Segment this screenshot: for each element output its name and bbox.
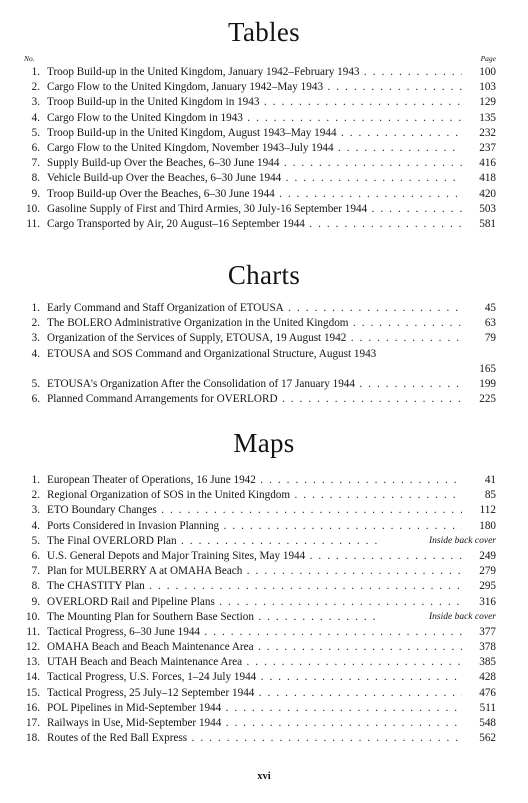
entry-page: 476 (479, 686, 496, 699)
map-entry[interactable] (22, 640, 496, 655)
chart-entry[interactable] (22, 377, 496, 392)
entry-title: Cargo Flow to the United Kingdom in 1943 . . . (47, 111, 462, 126)
map-entry[interactable] (22, 701, 496, 716)
table-entry[interactable] (22, 80, 496, 95)
entry-number: 6. (31, 392, 40, 405)
entry-number: 10. (26, 202, 40, 215)
table-entry[interactable] (22, 65, 496, 80)
entry-number: 8. (31, 172, 40, 185)
entry-number: 4. (31, 519, 40, 532)
entry-number: 6. (31, 549, 40, 562)
map-entry[interactable] (22, 670, 496, 685)
tables-list (22, 65, 496, 232)
entry-number: 4. (31, 347, 40, 360)
entry-page: 112 (479, 504, 496, 517)
entry-title: Cargo Flow to the United Kingdom, January 1942–May 1943 . . . (47, 80, 462, 95)
table-entry[interactable] (22, 187, 496, 202)
entry-title: Cargo Transported by Air, 20 August–16 September 1944 . . . (47, 217, 462, 232)
entry-title: ETO Boundary Changes . . . (47, 503, 462, 518)
entry-number: 8. (31, 580, 40, 593)
entry-title: ETOUSA and SOS Command and Organizational Structure, August 1943 (47, 347, 377, 360)
entry-title: Troop Build-up in the United Kingdom, January 1942–February 1943 . . . (47, 65, 462, 80)
entry-number: 3. (31, 504, 40, 517)
entry-page: 581 (479, 217, 496, 230)
map-entry[interactable] (22, 655, 496, 670)
map-entry[interactable] (22, 625, 496, 640)
entry-page: 41 (484, 474, 496, 486)
table-entry[interactable] (22, 202, 496, 217)
entry-title: Regional Organization of SOS in the United Kingdom . . . (47, 488, 462, 503)
entry-page: 503 (479, 202, 496, 215)
entry-page: 378 (479, 641, 496, 654)
entry-title: The BOLERO Administrative Organization in the United Kingdom . . . (47, 316, 462, 331)
entry-number: 1. (31, 474, 40, 486)
chart-entry[interactable] (22, 331, 496, 346)
table-entry[interactable] (22, 171, 496, 186)
entry-number: 4. (31, 111, 40, 124)
entry-page: 135 (479, 111, 496, 124)
entry-number: 3. (31, 332, 40, 345)
entry-number: 10. (26, 610, 40, 623)
entry-number: 11. (26, 217, 40, 230)
entry-number: 7. (31, 565, 40, 578)
entry-title: The CHASTITY Plan . . . (47, 579, 462, 594)
map-entry[interactable] (22, 716, 496, 731)
entry-page: 316 (479, 595, 496, 608)
entry-number: 5. (31, 534, 40, 547)
map-entry[interactable] (22, 503, 496, 518)
entry-number: 1. (31, 66, 40, 78)
column-header-page: Page (480, 54, 496, 63)
entry-title: Tactical Progress, U.S. Forces, 1–24 July 1944 . . . (47, 670, 462, 685)
entry-page: Inside back cover (429, 535, 496, 546)
entry-number: 2. (31, 317, 40, 330)
entry-title: European Theater of Operations, 16 June 1942 . . . (47, 473, 462, 488)
entry-page: 416 (479, 157, 496, 170)
page-number: xvi (257, 771, 271, 782)
entry-number: 14. (26, 671, 40, 684)
entry-title: Plan for MULBERRY A at OMAHA Beach . . . (47, 564, 462, 579)
entry-title: Troop Build-up in the United Kingdom in 1943 . . . (47, 95, 462, 110)
entry-number: 15. (26, 686, 40, 699)
map-entry[interactable] (22, 595, 496, 610)
entry-number: 16. (26, 701, 40, 714)
entry-page: 85 (484, 489, 496, 502)
entry-title: Tactical Progress, 25 July–12 September 1944 . . . (47, 686, 462, 701)
entry-page: 428 (479, 671, 496, 684)
entry-title: ETOUSA's Organization After the Consolidation of 17 January 1944 . . . (47, 377, 462, 392)
entry-title: Organization of the Services of Supply, ETOUSA, 19 August 1942 . . . (47, 331, 462, 346)
maps-heading: Maps (233, 428, 295, 458)
entry-title: Railways in Use, Mid-September 1944 . . . (47, 716, 462, 731)
entry-number: 17. (26, 717, 40, 729)
entry-number: 2. (31, 489, 40, 502)
entry-page: 237 (479, 141, 496, 154)
entry-number: 5. (31, 126, 40, 139)
entry-number: 2. (31, 81, 40, 94)
table-entry[interactable] (22, 156, 496, 171)
table-entry[interactable] (22, 95, 496, 110)
maps-list (22, 473, 496, 746)
entry-title: Troop Build-up Over the Beaches, 6–30 June 1944 . . . (47, 187, 462, 202)
entry-title: Cargo Flow to the United Kingdom, November 1943–July 1944 . . . (47, 141, 462, 156)
entry-page: 295 (479, 580, 496, 593)
map-entry[interactable] (22, 564, 496, 579)
entry-number: 1. (31, 302, 40, 314)
entry-page: 199 (479, 377, 496, 390)
entry-page: 100 (479, 66, 496, 78)
entry-number: 3. (31, 96, 40, 109)
entry-title: The Final OVERLORD Plan . . . (47, 534, 380, 549)
entry-title: Tactical Progress, 6–30 June 1944 . . . (47, 625, 462, 640)
entry-page: 225 (479, 392, 496, 405)
table-entry[interactable] (22, 141, 496, 156)
entry-page: 45 (484, 302, 496, 314)
map-entry[interactable] (22, 731, 496, 746)
entry-number: 5. (31, 377, 40, 390)
entry-number: 12. (26, 641, 40, 654)
entry-page: 548 (479, 717, 496, 729)
entry-number: 11. (26, 625, 40, 638)
entry-title: Planned Command Arrangements for OVERLORD . . . (47, 392, 462, 407)
entry-page: 249 (479, 549, 496, 562)
entry-page: 279 (479, 565, 496, 578)
entry-title: Ports Considered in Invasion Planning . . . (47, 519, 462, 534)
table-entry[interactable] (22, 126, 496, 141)
entry-page: 418 (479, 172, 496, 185)
charts-list (22, 301, 496, 407)
entry-title: Supply Build-up Over the Beaches, 6–30 June 1944 . . . (47, 156, 462, 171)
entry-title: POL Pipelines in Mid-September 1944 . . . (47, 701, 462, 716)
entry-title: Routes of the Red Ball Express . . . (47, 731, 462, 746)
entry-number: 13. (26, 656, 40, 669)
tables-heading: Tables (228, 17, 300, 47)
entry-page: 377 (479, 625, 496, 638)
map-entry[interactable] (22, 488, 496, 503)
entry-title: Gasoline Supply of First and Third Armies, 30 July-16 September 1944 . . . (47, 202, 462, 217)
entry-page: 165 (479, 362, 496, 375)
entry-number: 7. (31, 157, 40, 170)
map-entry[interactable] (22, 610, 496, 625)
entry-title: Troop Build-up in the United Kingdom, August 1943–May 1944 . . . (47, 126, 462, 141)
chart-entry[interactable] (22, 392, 496, 407)
map-entry[interactable] (22, 534, 496, 549)
entry-page: 562 (479, 732, 496, 745)
entry-page: 63 (484, 317, 496, 330)
entry-page: 129 (479, 96, 496, 109)
chart-entry[interactable] (22, 347, 496, 377)
entry-title: U.S. General Depots and Major Training Sites, May 1944 . . . (47, 549, 462, 564)
entry-page: 232 (479, 126, 496, 139)
map-entry[interactable] (22, 473, 496, 488)
entry-number: 9. (31, 595, 40, 608)
map-entry[interactable] (22, 579, 496, 594)
entry-title: OVERLORD Rail and Pipeline Plans . . . (47, 595, 462, 610)
chart-entry[interactable] (22, 316, 496, 331)
entry-page: 511 (479, 701, 496, 714)
column-header-no: No. (24, 54, 35, 63)
entry-page: 79 (484, 332, 496, 345)
entry-number: 18. (26, 732, 40, 745)
map-entry[interactable] (22, 549, 496, 564)
entry-number: 9. (31, 187, 40, 200)
entry-title: OMAHA Beach and Beach Maintenance Area . . . (47, 640, 462, 655)
charts-heading: Charts (227, 260, 301, 290)
map-entry[interactable] (22, 686, 496, 701)
entry-title: UTAH Beach and Beach Maintenance Area . . . (47, 655, 462, 670)
entry-title: The Mounting Plan for Southern Base Section . . . (47, 610, 380, 625)
entry-page: 180 (479, 519, 496, 532)
chart-entry[interactable] (22, 301, 496, 316)
entry-title: Early Command and Staff Organization of ETOUSA . . . (47, 301, 462, 316)
table-entry[interactable] (22, 111, 496, 126)
entry-title: Vehicle Build-up Over the Beaches, 6–30 June 1944 . . . (47, 171, 462, 186)
entry-page: Inside back cover (429, 611, 496, 622)
entry-page: 420 (479, 187, 496, 200)
entry-number: 6. (31, 141, 40, 154)
entry-page: 385 (479, 656, 496, 669)
map-entry[interactable] (22, 519, 496, 534)
entry-page: 103 (479, 81, 496, 94)
table-entry[interactable] (22, 217, 496, 232)
